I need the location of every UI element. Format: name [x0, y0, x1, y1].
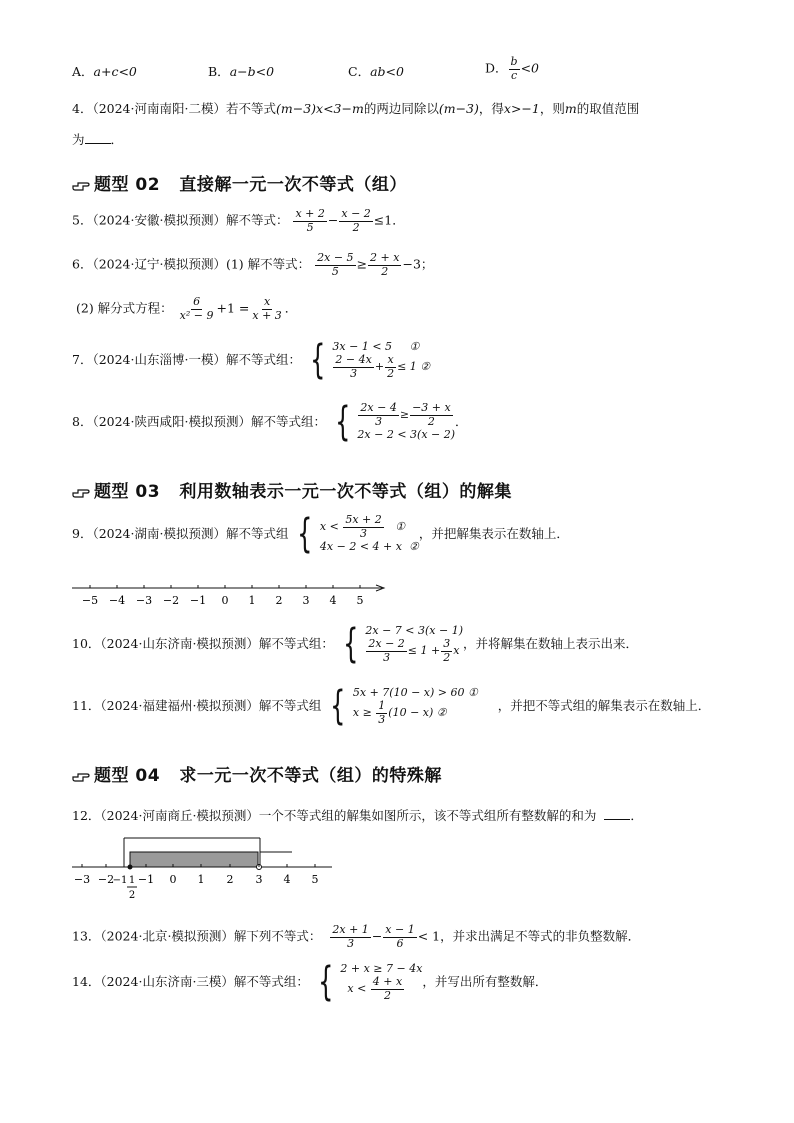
question-14 — [72, 959, 548, 1006]
axis-tick-label: 2 — [128, 890, 136, 901]
section-label: 题型 02 — [94, 175, 161, 195]
expr: (m−3)x<3−m — [275, 101, 364, 116]
axis-tick-label: 4 — [329, 594, 337, 607]
solution-shade — [130, 852, 258, 867]
axis-tick-label: −2 — [97, 873, 115, 886]
text: 为 — [72, 132, 85, 147]
section-label: 题型 04 — [94, 766, 161, 786]
pointing-hand-icon — [72, 769, 90, 783]
axis-tick-label: 3 — [255, 873, 263, 886]
axis-tick-label: 0 — [221, 594, 229, 607]
inequality-system — [338, 621, 463, 668]
numerator: x — [263, 295, 271, 308]
choice-expr: a+c<0 — [93, 64, 137, 79]
axis-tick-label: 1 — [128, 875, 136, 886]
expr: x>−1 — [503, 101, 540, 116]
brace-icon: { — [330, 683, 346, 730]
section-title: 直接解一元一次不等式（组） — [179, 175, 407, 195]
numerator: 5x + 2 — [345, 513, 382, 526]
text: 解不等式组： — [233, 973, 309, 989]
question-number: 12． — [72, 808, 101, 823]
numerator: b — [510, 55, 518, 68]
text: 解不等式： — [225, 212, 289, 228]
denominator: x + 3 — [252, 308, 282, 322]
text: 若不等式 — [225, 101, 276, 116]
inequality-system — [325, 683, 478, 730]
brace-icon: { — [343, 621, 359, 668]
fraction — [178, 296, 216, 322]
question-12 — [72, 806, 643, 824]
text: 解不等式组： — [250, 413, 326, 429]
fraction — [385, 354, 396, 380]
axis-tick-label: 0 — [169, 873, 177, 886]
question-number: 10． — [72, 635, 101, 651]
denominator: c — [510, 68, 518, 82]
question-7 — [72, 337, 431, 384]
fraction — [366, 638, 406, 664]
text: x < — [347, 982, 367, 996]
denominator: 2 — [384, 988, 391, 1002]
question-11 — [72, 683, 711, 730]
fraction — [383, 924, 416, 950]
denominator: 2 — [443, 650, 451, 664]
pointing-hand-icon — [72, 178, 90, 192]
axis-tick-label: −1 — [137, 873, 155, 886]
question-source: （2024·辽宁·模拟预测） — [92, 256, 226, 272]
question-number: 6． — [72, 256, 93, 272]
text: −3； — [402, 256, 434, 272]
fraction — [339, 208, 372, 234]
operator: +1 = — [216, 300, 250, 316]
circled-number: ① — [409, 340, 420, 353]
numerator: 4 + x — [372, 975, 403, 989]
denominator: x² − 9 — [179, 308, 214, 322]
choice-c — [348, 62, 404, 80]
axis-tick-label: 1 — [197, 873, 205, 886]
denominator: 3 — [375, 414, 383, 428]
axis-tick-label: −4 — [108, 594, 126, 607]
question-10 — [72, 621, 639, 668]
fraction — [343, 514, 383, 540]
text: 解不等式组： — [225, 351, 301, 367]
denominator: 6 — [396, 936, 404, 950]
circled-number: ① — [395, 520, 406, 534]
fraction — [371, 976, 404, 1002]
question-number: 8． — [72, 413, 93, 429]
fraction — [315, 252, 355, 278]
text: ，并把解集表示在数轴上． — [418, 525, 569, 541]
numerator: 2x − 2 — [368, 637, 405, 651]
system-line: 2x − 7 < 3(x − 1) — [365, 624, 463, 637]
question-source: （2024·河南商丘·模拟预测） — [100, 808, 259, 823]
section-label: 题型 03 — [94, 482, 161, 502]
question-number: 13． — [72, 928, 101, 944]
question-number: 11． — [72, 697, 101, 713]
choice-label: B． — [208, 64, 230, 79]
axis-tick-label: 5 — [311, 873, 319, 886]
text: ． — [110, 132, 124, 147]
inequality-system — [330, 399, 456, 446]
question-9 — [72, 511, 569, 558]
circled-number: ② — [420, 360, 431, 374]
numerator: −3 + x — [412, 401, 451, 414]
pointing-hand-icon — [72, 485, 90, 499]
text: ≤ 1 + — [407, 644, 441, 658]
axis-tick-label: −1 — [112, 875, 128, 886]
question-number: 5． — [72, 212, 93, 228]
choice-label: A． — [72, 64, 94, 79]
numerator: 2 + x — [370, 251, 400, 264]
denominator: 2 — [387, 366, 395, 380]
numerator: x − 1 — [385, 923, 415, 936]
denominator: 3 — [360, 526, 368, 540]
section-heading-02 — [72, 170, 407, 195]
text: ，则 — [539, 101, 565, 116]
text: ． — [455, 413, 468, 429]
brace-icon: { — [297, 511, 313, 558]
question-source: （2024·山东济南·模拟预测） — [100, 635, 259, 651]
axis-tick-label: 1 — [248, 594, 256, 607]
choice-d — [485, 56, 539, 82]
question-number: 9． — [72, 525, 93, 541]
numerator: x — [387, 353, 394, 367]
text: (2) 解分式方程： — [76, 300, 173, 316]
question-source: （2024·安徽·模拟预测） — [92, 212, 226, 228]
choice-expr: ab<0 — [370, 64, 404, 79]
text: x < — [319, 520, 339, 534]
question-number: 4． — [72, 101, 93, 116]
axis-tick-label: 3 — [302, 594, 310, 607]
section-title: 利用数轴表示一元一次不等式（组）的解集 — [179, 482, 512, 502]
text: ，并把不等式组的解集表示在数轴上． — [497, 697, 711, 713]
choice-a — [72, 62, 137, 80]
fraction — [441, 638, 452, 664]
text: 解下列不等式： — [233, 928, 322, 944]
text: ． — [630, 808, 643, 823]
fraction — [358, 402, 398, 428]
numerator: 1 — [378, 699, 386, 713]
numerator: x + 2 — [295, 207, 325, 220]
denominator: 5 — [306, 220, 314, 234]
fraction — [376, 700, 387, 726]
text: ≤1． — [373, 212, 405, 228]
expr: (m−3) — [438, 101, 479, 116]
number-line-1 — [70, 580, 390, 610]
number-line-2 — [70, 834, 350, 904]
question-number: 14． — [72, 973, 101, 989]
fraction — [293, 208, 326, 234]
denominator: 3 — [383, 650, 391, 664]
operator: ≥ — [399, 408, 410, 422]
section-heading-03 — [72, 477, 512, 502]
text: 的取值范围 — [576, 101, 640, 116]
choice-label: D． — [485, 60, 508, 76]
axis-tick-label: −2 — [162, 594, 180, 607]
axis-tick-label: −3 — [73, 873, 91, 886]
text: 一个不等式组的解集如图所示，该不等式组所有整数解的和为 — [258, 808, 597, 823]
choice-expr: a−b<0 — [229, 64, 275, 79]
circled-number: ② — [436, 706, 447, 720]
question-source: （2024·山东济南·三模） — [100, 973, 234, 989]
text: 解不等式组 — [258, 697, 322, 713]
numerator: 2 − 4x — [335, 353, 372, 367]
answer-blank — [604, 807, 630, 820]
numerator: 6 — [193, 295, 201, 308]
denominator: 2 — [352, 220, 360, 234]
text: ，并写出所有整数解． — [422, 973, 548, 989]
question-number: 7． — [72, 351, 93, 367]
system-line: 2 + x ≥ 7 − 4x — [340, 962, 423, 975]
circled-number: ① — [468, 686, 478, 699]
text: ． — [284, 300, 298, 316]
text: x ≥ — [352, 706, 372, 720]
section-title: 求一元一次不等式（组）的特殊解 — [179, 766, 442, 786]
operator: − — [371, 928, 383, 944]
question-8 — [72, 399, 468, 446]
text: 解不等式组 — [225, 525, 289, 541]
text: ≤ 1 — [397, 360, 417, 374]
axis-tick-label: −3 — [135, 594, 153, 607]
axis-tick-label: −5 — [81, 594, 99, 607]
question-4 — [72, 99, 639, 117]
axis-tick-label: 4 — [283, 873, 291, 886]
denominator: 2 — [381, 264, 389, 278]
question-13 — [72, 924, 640, 950]
axis-tick-label: 2 — [275, 594, 283, 607]
question-source: （2024·北京·模拟预测） — [100, 928, 234, 944]
text: (1) 解不等式： — [225, 256, 311, 272]
denominator: 3 — [378, 712, 386, 726]
section-heading-04 — [72, 761, 442, 786]
question-source: （2024·山东淄博·一模） — [92, 351, 226, 367]
numerator: 2x − 4 — [360, 401, 397, 414]
fraction — [410, 402, 453, 428]
denominator: 3 — [350, 366, 358, 380]
numerator: 3 — [443, 637, 451, 651]
axis-tick-label: 5 — [356, 594, 364, 607]
fraction — [333, 354, 373, 380]
axis-tick-label: −1 — [189, 594, 207, 607]
denominator: 3 — [347, 936, 355, 950]
choice-label: C． — [348, 64, 371, 79]
answer-blank — [85, 131, 111, 144]
text: x — [453, 644, 460, 658]
text: 的两边同除以 — [363, 101, 439, 116]
text: ，并将解集在数轴上表示出来． — [463, 635, 639, 651]
operator: + — [374, 360, 385, 374]
circled-number: ② — [408, 540, 419, 554]
denominator: 5 — [331, 264, 339, 278]
question-4-line2 — [72, 130, 123, 148]
system-line: 3x − 1 < 5 — [332, 340, 393, 353]
system-line: 5x + 7(10 − x) > 60 — [352, 686, 465, 699]
expr: m — [564, 101, 577, 116]
question-5 — [72, 208, 405, 234]
operator: < 1 — [417, 928, 441, 944]
inequality-system — [305, 337, 431, 384]
operator: − — [327, 212, 339, 228]
text: (10 − x) — [388, 706, 434, 720]
brace-icon: { — [318, 959, 334, 1006]
fraction — [509, 56, 520, 82]
numerator: 2x + 1 — [332, 923, 369, 936]
question-6 — [72, 252, 433, 278]
inequality-system — [292, 511, 419, 558]
axis-tick-label: 2 — [226, 873, 234, 886]
question-6-part2 — [76, 296, 297, 322]
system-line: 4x − 2 < 4 + x — [319, 540, 402, 554]
fraction — [368, 252, 401, 278]
operator: ≥ — [356, 256, 368, 272]
question-source: （2024·湖南·模拟预测） — [92, 525, 226, 541]
fraction — [250, 296, 283, 322]
choice-expr: <0 — [520, 60, 540, 76]
text: 解不等式组： — [258, 635, 334, 651]
numerator: x − 2 — [341, 207, 371, 220]
brace-icon: { — [335, 399, 351, 446]
system-line: 2x − 2 < 3(x − 2) — [357, 428, 456, 442]
question-source: （2024·陕西咸阳·模拟预测） — [92, 413, 251, 429]
inequality-system — [313, 959, 423, 1006]
text: ，并求出满足不等式的非负整数解． — [440, 928, 641, 944]
question-source: （2024·河南南阳·二模） — [92, 101, 226, 116]
question-source: （2024·福建福州·模拟预测） — [100, 697, 259, 713]
text: ，得 — [478, 101, 504, 116]
fraction — [330, 924, 370, 950]
choice-b — [208, 62, 274, 80]
brace-icon: { — [310, 337, 326, 384]
numerator: 2x − 5 — [317, 251, 354, 264]
denominator: 2 — [427, 414, 435, 428]
